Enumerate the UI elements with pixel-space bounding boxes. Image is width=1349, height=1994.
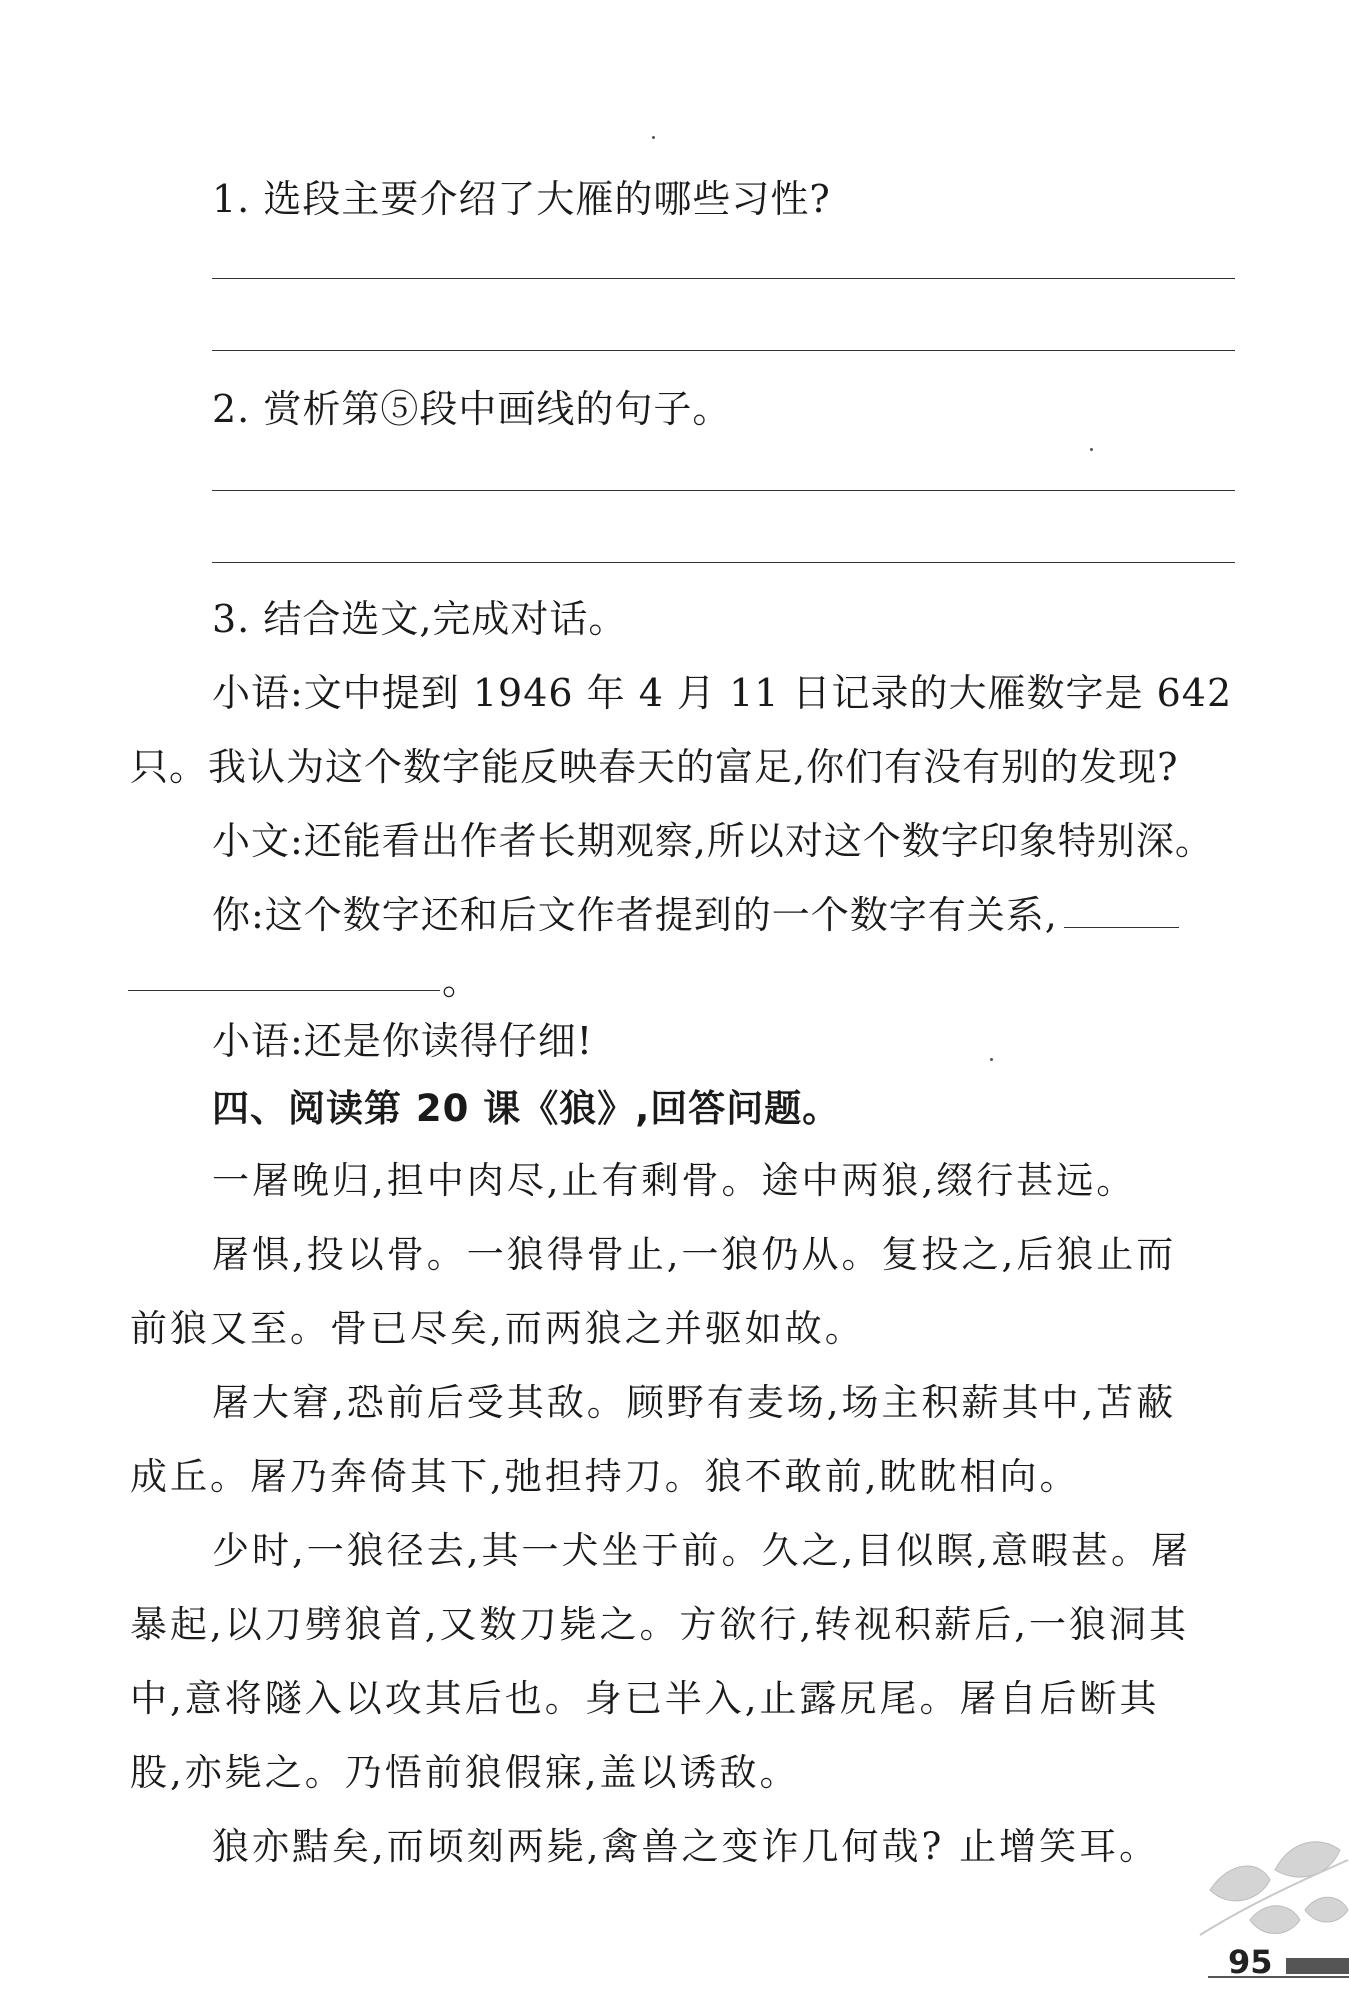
passage-line-1: 一屠晚归,担中肉尽,止有剩骨。途中两狼,缀行甚远。 bbox=[212, 1159, 1137, 1202]
dialogue-line-5-end: 。 bbox=[442, 959, 482, 1003]
dialogue-line-3: 小文:还能看出作者长期观察,所以对这个数字印象特别深。 bbox=[212, 819, 1214, 863]
passage-line-10: 狼亦黠矣,而顷刻两毙,禽兽之变诈几何哉? 止增笑耳。 bbox=[212, 1825, 1160, 1868]
dialogue-line-4 bbox=[212, 884, 1179, 939]
answer-line-1b[interactable] bbox=[212, 350, 1235, 351]
answer-line-1a[interactable] bbox=[212, 278, 1235, 279]
page-number-underline bbox=[1208, 1976, 1349, 1978]
passage-line-7: 暴起,以刀劈狼首,又数刀毙之。方欲行,转视积薪后,一狼洞其 bbox=[130, 1603, 1190, 1646]
fill-blank-inline[interactable] bbox=[1064, 926, 1179, 928]
answer-line-2a[interactable] bbox=[212, 490, 1235, 491]
question-1: 1. 选段主要介绍了大雁的哪些习性? bbox=[212, 177, 831, 221]
passage-line-9: 股,亦毙之。乃悟前狼假寐,盖以诱敌。 bbox=[130, 1751, 800, 1794]
page-number: 95 bbox=[1228, 1943, 1273, 1981]
answer-line-2b[interactable] bbox=[212, 562, 1235, 563]
passage-line-4: 屠大窘,恐前后受其敌。顾野有麦场,场主积薪其中,苫蔽 bbox=[212, 1381, 1177, 1424]
dialogue-line-2: 只。我认为这个数字能反映春天的富足,你们有没有别的发现? bbox=[130, 745, 1179, 789]
dialogue-line-1: 小语:文中提到 1946 年 4 月 11 日记录的大雁数字是 642 bbox=[212, 671, 1233, 715]
question-2: 2. 赏析第⑤段中画线的句子。 bbox=[212, 387, 732, 431]
passage-line-6: 少时,一狼径去,其一犬坐于前。久之,目似瞑,意暇甚。屠 bbox=[212, 1529, 1192, 1572]
dialogue-line-6: 小语:还是你读得仔细! bbox=[212, 1019, 594, 1063]
passage-line-2: 屠惧,投以骨。一狼得骨止,一狼仍从。复投之,后狼止而 bbox=[212, 1233, 1177, 1276]
passage-line-3: 前狼又至。骨已尽矣,而两狼之并驱如故。 bbox=[130, 1307, 865, 1350]
section-4-heading: 四、阅读第 20 课《狼》,回答问题。 bbox=[212, 1087, 841, 1130]
passage-line-8: 中,意将隧入以攻其后也。身已半入,止露尻尾。屠自后断其 bbox=[130, 1677, 1160, 1720]
passage-line-5: 成丘。屠乃奔倚其下,弛担持刀。狼不敢前,眈眈相向。 bbox=[130, 1455, 1080, 1498]
leaf-decoration-icon bbox=[1190, 1820, 1349, 1950]
scan-speck bbox=[990, 1058, 993, 1061]
scan-speck bbox=[1090, 448, 1093, 451]
fill-blank-continued[interactable] bbox=[128, 990, 440, 991]
dialogue-line-4-text: 你:这个数字还和后文作者提到的一个数字有关系, bbox=[212, 893, 1058, 937]
question-3: 3. 结合选文,完成对话。 bbox=[212, 597, 628, 641]
page-number-bar bbox=[1286, 1958, 1349, 1974]
scan-speck bbox=[652, 136, 655, 139]
